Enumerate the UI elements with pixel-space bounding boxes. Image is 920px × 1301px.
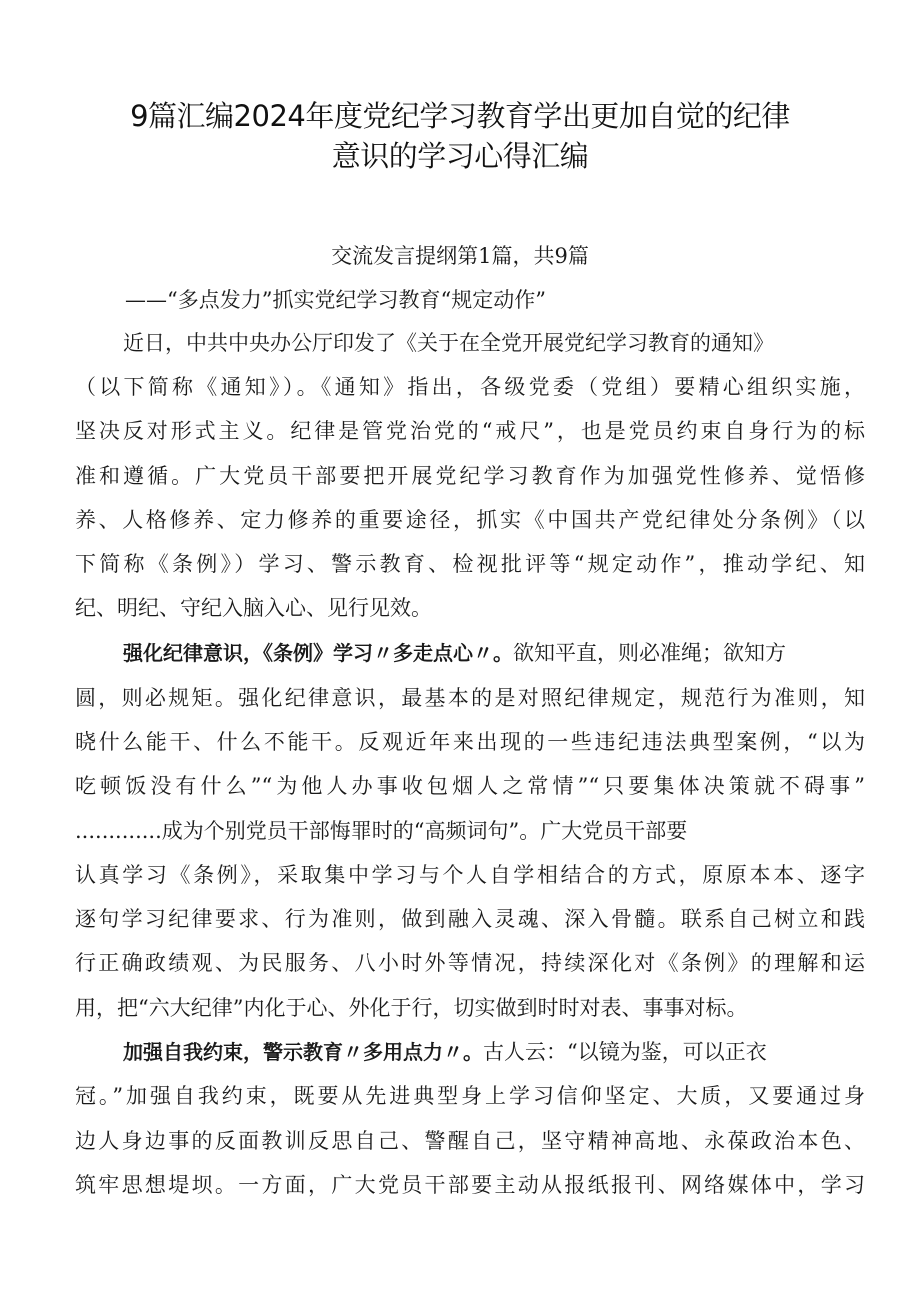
paragraph-2-heading: 强化纪律意识，《条例》学习〃多走点心〃。 xyxy=(123,641,513,665)
paragraph-1-line: 坚决反对形式主义。纪律是管党治党的“戒尺”，也是党员约束自身行为的标 xyxy=(75,419,865,443)
paragraph-2-first-line xyxy=(123,638,865,668)
document-subtitle: 交流发言提纲第1篇，共9篇 xyxy=(331,244,589,268)
paragraph-2-line: .............成为个别党员干部悔罪时的“高频词句”。广大党员干部要 xyxy=(75,819,688,843)
paragraph-1-line: 养、人格修养、定力修养的重要途径，抓实《中国共产党纪律处分条例》（以 xyxy=(75,508,865,532)
paragraph-3-line: 筑牢思想堤坝。一方面，广大党员干部要主动从报纸报刊、网络媒体中，学习 xyxy=(75,1173,865,1197)
paragraph-3-first-line xyxy=(123,1037,865,1067)
paragraph-3-line: 边人身边事的反面教训反思自己、警醒自己，坚守精神高地、永葆政治本色、 xyxy=(75,1129,865,1153)
paragraph-2-line: 行正确政绩观、为民服务、八小时外等情况，持续深化对《条例》的理解和运 xyxy=(75,951,865,975)
paragraph-2-line: 认真学习《条例》，采取集中学习与个人自学相结合的方式，原原本本、逐字 xyxy=(75,863,865,887)
paragraph-3-heading: 加强自我约束，警示教育〃多用点力〃。 xyxy=(123,1040,483,1064)
paragraph-1-line: （以下简称《通知》）。《通知》指出，各级党委（党组）要精心组织实施， xyxy=(75,375,865,399)
paragraph-2-line: 逐句学习纪律要求、行为准则，做到融入灵魂、深入骨髓。联系自己树立和践 xyxy=(75,907,865,931)
paragraph-1-line: 近日，中共中央办公厅印发了《关于在全党开展党纪学习教育的通知》 xyxy=(123,331,774,355)
paragraph-1-line: 准和遵循。广大党员干部要把开展党纪学习教育作为加强党性修养、觉悟修 xyxy=(75,464,865,488)
paragraph-2-line: 晓什么能干、什么不能干。反观近年来出现的一些违纪违法典型案例，“以为 xyxy=(75,730,865,754)
paragraph-1-line: 下简称《条例》）学习、警示教育、检视批评等“规定动作”，推动学纪、知 xyxy=(75,552,865,576)
paragraph-3-first-rest: 古人云：“以镜为鉴，可以正衣 xyxy=(483,1040,767,1064)
paragraph-3-line: 冠。”加强自我约束，既要从先进典型身上学习信仰坚定、大质，又要通过身 xyxy=(75,1084,865,1108)
paragraph-2-first-rest: 欲知平直，则必准绳；欲知方 xyxy=(513,641,786,665)
paragraph-1-line: 纪、明纪、守纪入脑入心、见行见效。 xyxy=(75,596,432,620)
paragraph-2-line: 吃顿饭没有什么”“为他人办事收包烟人之常情”“只要集体决策就不碍事” xyxy=(75,774,865,798)
paragraph-2-line: 圆，则必规矩。强化纪律意识，最基本的是对照纪律规定，规范行为准则，知 xyxy=(75,686,865,710)
paragraph-2-line: 用，把“六大纪律”内化于心、外化于行，切实做到时时对表、事事对标。 xyxy=(75,996,748,1020)
title-line-2: 意识的学习心得汇编 xyxy=(331,139,589,173)
document-tagline: ——“多点发力”抓实党纪学习教育“规定动作” xyxy=(125,288,546,312)
title-line-1: 9篇汇编2024年度党纪学习教育学出更加自觉的纪律 xyxy=(130,99,790,133)
document-title xyxy=(60,96,860,176)
